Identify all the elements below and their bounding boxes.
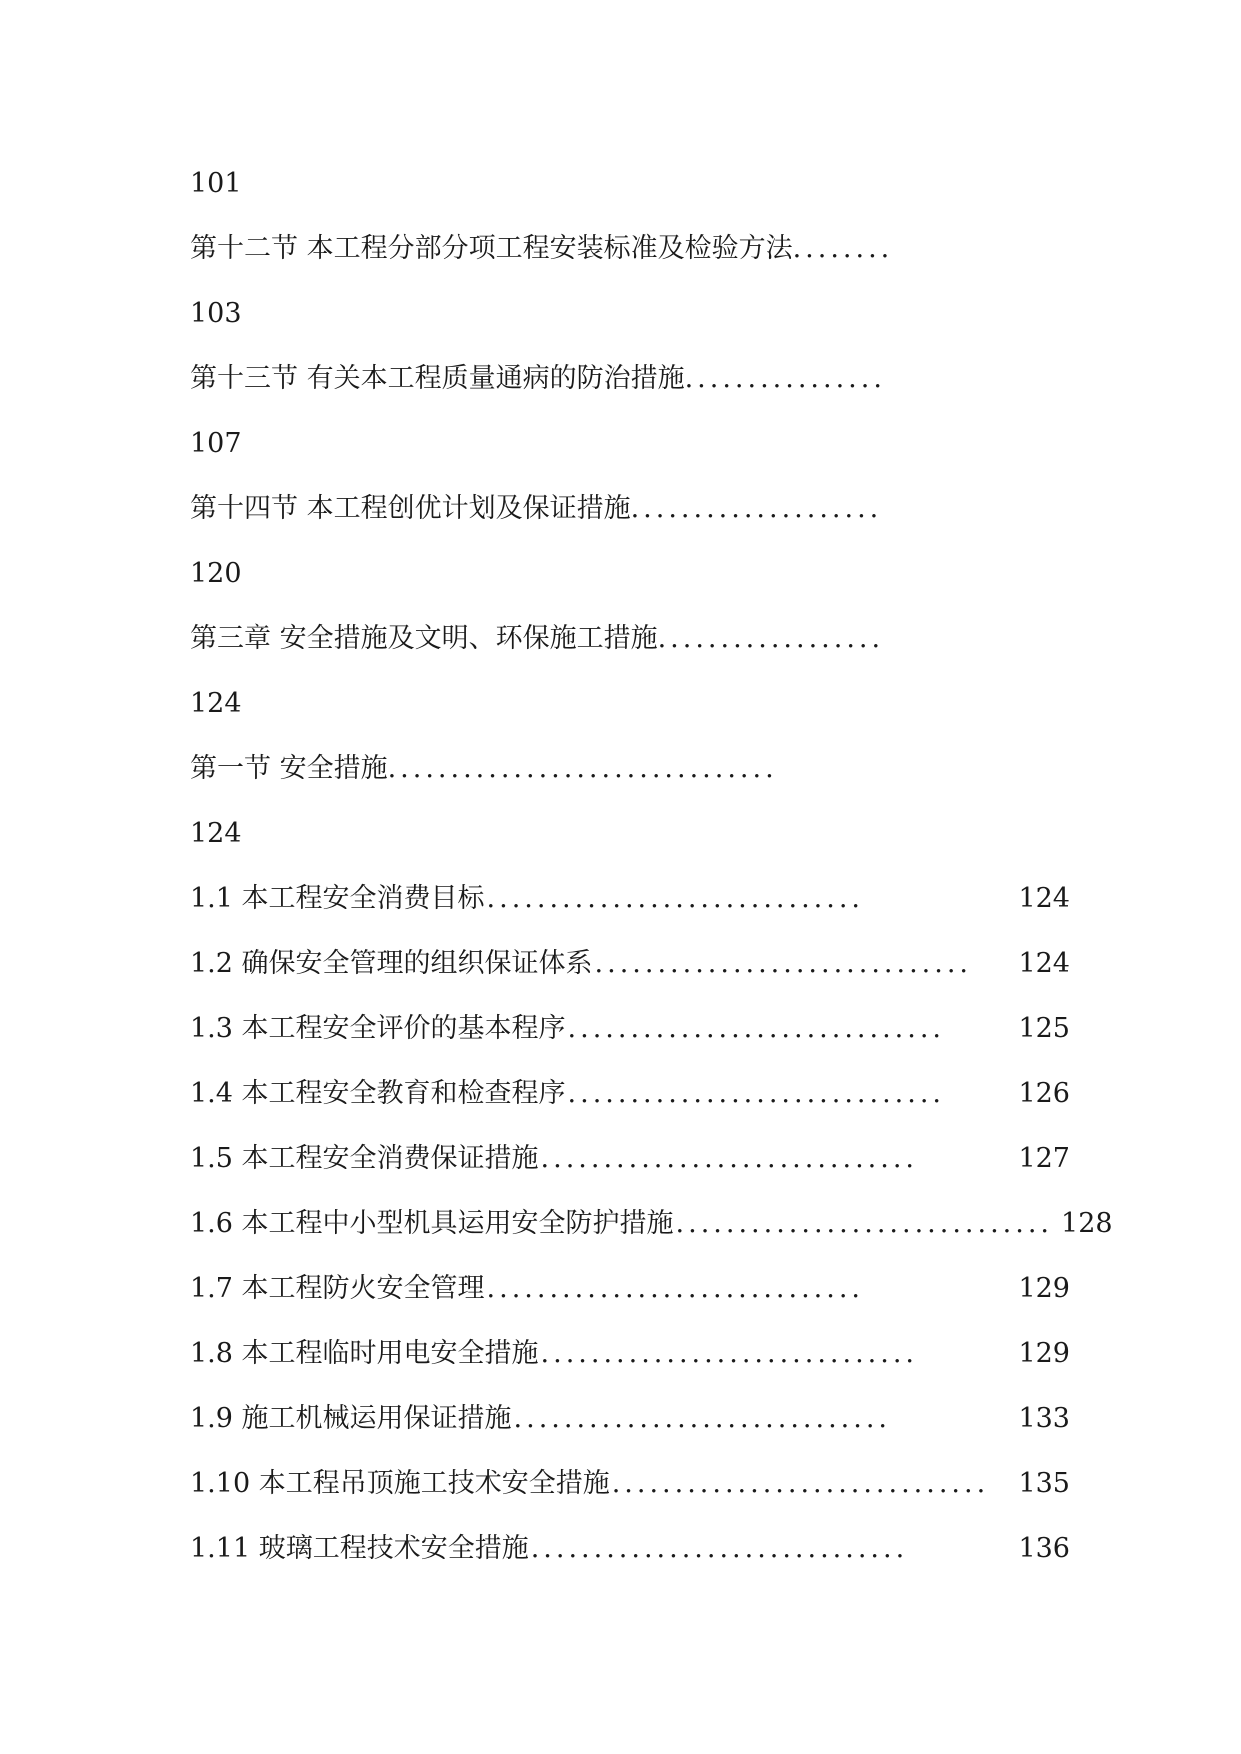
toc-entry-label: 1.9 施工机械运用保证措施 [190,1403,512,1434]
toc-page-number: 124 [190,818,242,849]
toc-heading [190,749,778,789]
toc-entry-page: 127 [1018,1143,1070,1174]
toc-entry [190,1269,1070,1309]
toc-leader-dots: .............................. [530,1533,909,1564]
toc-leader-dots: .............................. [540,1338,919,1369]
toc-leader-dots: ........ [792,233,894,264]
toc-entry-label: 1.5 本工程安全消费保证措施 [190,1143,539,1174]
toc-page-number: 103 [190,298,242,329]
toc-entry [190,1399,1070,1439]
toc-leader-dots: ................ [684,363,886,394]
toc-heading [190,619,884,659]
toc-heading-label: 第十三节 有关本工程质量通病的防治措施 [190,363,685,394]
toc-entry-label: 1.3 本工程安全评价的基本程序 [190,1013,566,1044]
toc-leader-dots: .................... [630,493,883,524]
toc-entry-label: 1.7 本工程防火安全管理 [190,1273,485,1304]
toc-entry [190,1204,1113,1244]
toc-entry-label: 1.11 玻璃工程技术安全措施 [190,1533,529,1564]
toc-entry-label: 1.4 本工程安全教育和检查程序 [190,1078,566,1109]
toc-entry [190,1334,1070,1374]
toc-entry-label: 1.2 确保安全管理的组织保证体系 [190,948,593,979]
toc-page-number: 101 [190,168,242,199]
toc-leader-dots: .............................. [567,1078,946,1109]
toc-leader-dots: .............................. [594,948,973,979]
toc-entry-page: 126 [1018,1078,1070,1109]
toc-leader-dots: .............................. [540,1143,919,1174]
toc-entry-page: 124 [1018,948,1070,979]
toc-entry-label: 1.1 本工程安全消费目标 [190,883,485,914]
toc-entry-page: 128 [1061,1208,1113,1239]
toc-heading [190,359,886,399]
toc-heading-label: 第一节 安全措施 [190,753,388,784]
toc-heading-label: 第三章 安全措施及文明、环保施工措施 [190,623,658,654]
toc-page-number: 120 [190,558,242,589]
toc-entry-page: 135 [1018,1468,1070,1499]
toc-leader-dots: .............................. [486,883,865,914]
toc-entry-page: 125 [1018,1013,1070,1044]
toc-entry [190,1464,1070,1504]
toc-entry-page: 136 [1018,1533,1070,1564]
toc-entry-page: 133 [1018,1403,1070,1434]
toc-leader-dots: .............................. [611,1468,990,1499]
toc-page-number: 107 [190,428,242,459]
toc-heading [190,489,882,529]
toc-entry [190,1074,1070,1114]
toc-entry [190,1009,1070,1049]
toc-entry-label: 1.8 本工程临时用电安全措施 [190,1338,539,1369]
toc-leader-dots: ............................... [387,753,778,784]
toc-leader-dots: .................. [657,623,885,654]
toc-leader-dots: .............................. [513,1403,892,1434]
toc-leader-dots: .............................. [486,1273,865,1304]
toc-entry-page: 129 [1018,1338,1070,1369]
toc-entry [190,944,1070,984]
toc-entry-page: 129 [1018,1273,1070,1304]
toc-leader-dots: .............................. [567,1013,946,1044]
toc-heading-label: 第十二节 本工程分部分项工程安装标准及检验方法 [190,233,793,264]
toc-entry-page: 124 [1018,883,1070,914]
toc-entry [190,1139,1070,1179]
toc-entry-label: 1.10 本工程吊顶施工技术安全措施 [190,1468,610,1499]
toc-heading-label: 第十四节 本工程创优计划及保证措施 [190,493,631,524]
toc-leader-dots: .............................. [675,1208,1054,1239]
toc-entry [190,1529,1070,1569]
toc-page-number: 124 [190,688,242,719]
toc-entry [190,879,1070,919]
toc-heading [190,229,893,269]
toc-entry-label: 1.6 本工程中小型机具运用安全防护措施 [190,1208,674,1239]
